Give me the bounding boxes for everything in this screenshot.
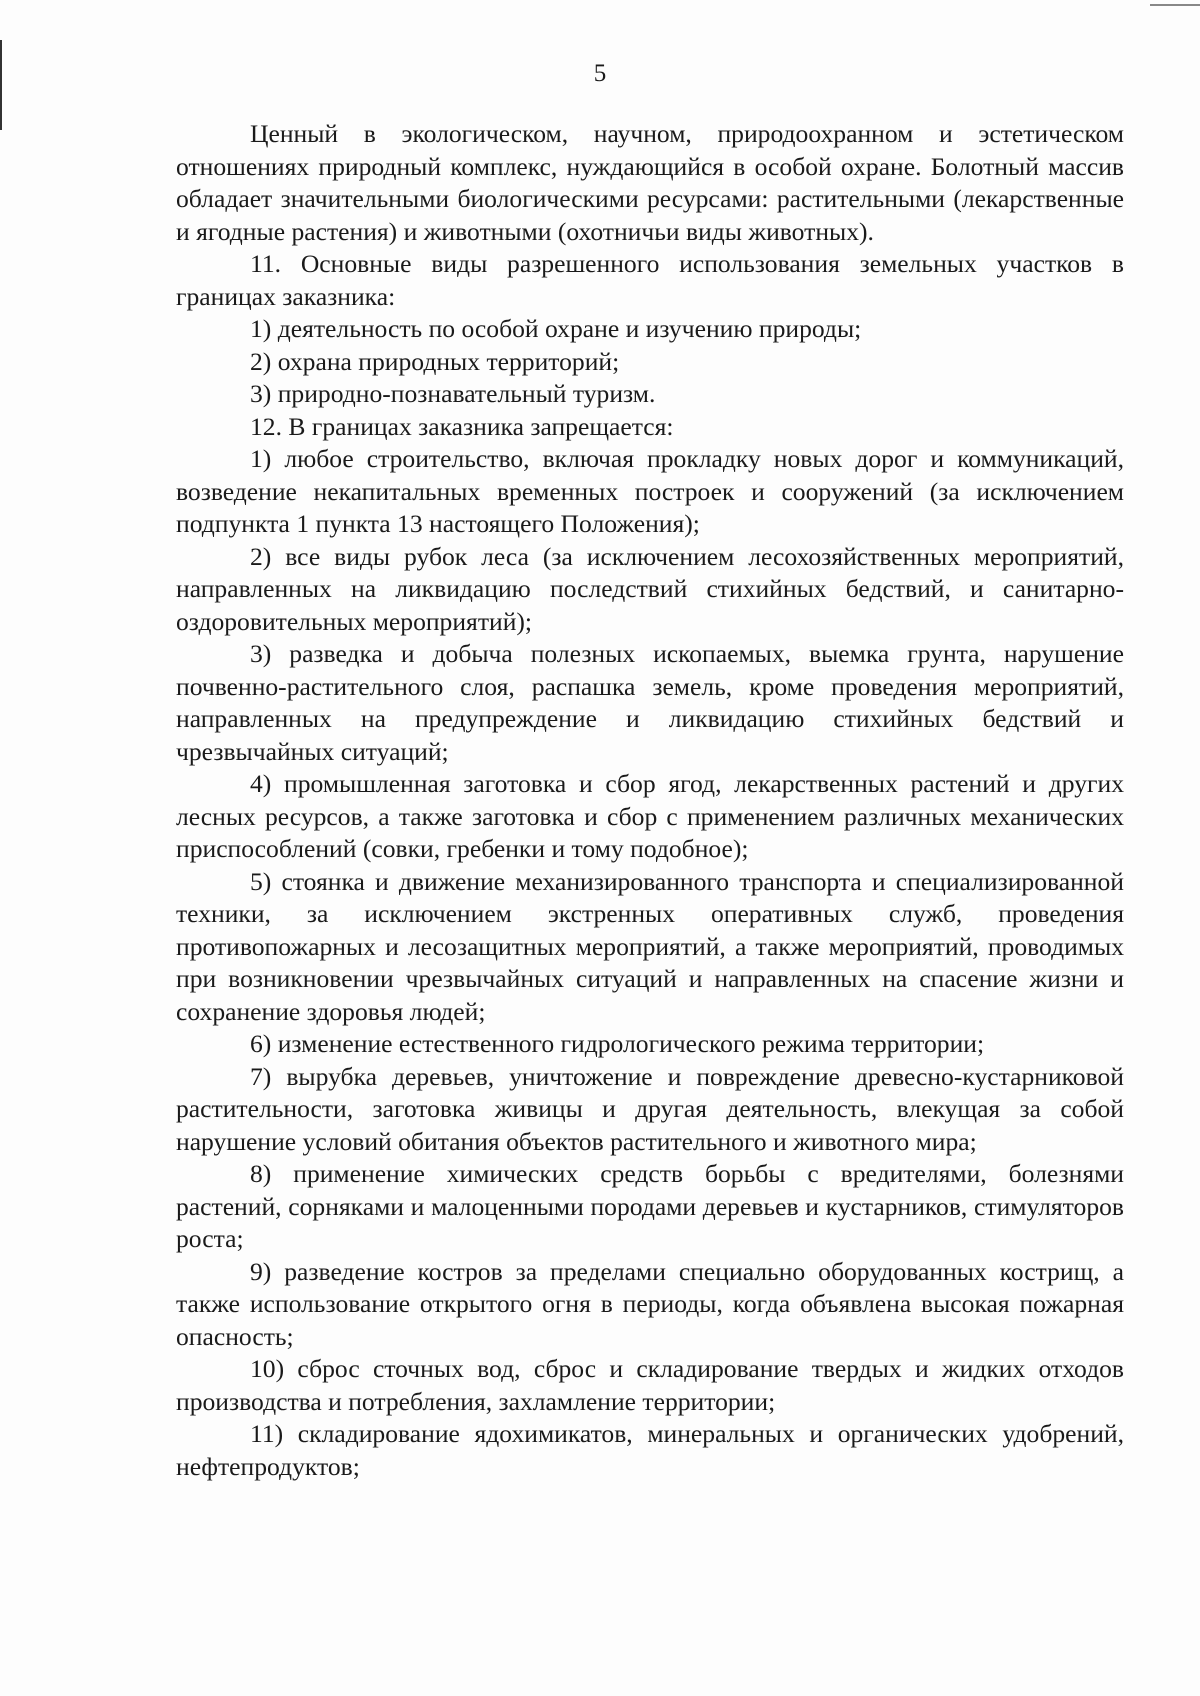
paragraph-section-12: 12. В границах заказника запрещается: (250, 411, 674, 441)
list-item-12-7: 7) вырубка деревьев, уничтожение и повреждение древесно-кустарниковой растительности, заготовка живицы и другая деятельность, влекущая за собой нарушение условий обитания объектов растительного и животного мира; (176, 1061, 1124, 1156)
paragraph-intro: Ценный в экологическом, научном, природоохранном и эстетическом отношениях природный комплекс, нуждающийся в особой охране. Болотный массив обладает значительными биологическими ресурсами: растительными (лекарственные и ягодные растения) и животными (охотничьи виды животных). (176, 119, 1124, 246)
list-item-11-1: 1) деятельность по особой охране и изучению природы; (250, 314, 862, 343)
scan-edge-mark-top-right (1150, 4, 1200, 6)
list-item-12-6: 6) изменение естественного гидрологического режима территории; (250, 1029, 985, 1058)
paragraph-section-11: 11. Основные виды разрешенного использования земельных участков в границах заказника: (176, 249, 1124, 311)
list-item-12-8: 8) применение химических средств борьбы с вредителями, болезнями растений, сорняками и малоценными породами деревьев и кустарников, стимуляторов роста; (176, 1159, 1124, 1253)
list-item-12-5: 5) стоянка и движение механизированного транспорта и специализированной техники, за исключением экстренных оперативных служб, проведения противопожарных и лесозащитных мероприятий, а также мероприятий, проводимых при возникновении чрезвычайных ситуаций и направленных на спасение жизни и сохранение здоровья людей; (176, 866, 1124, 1026)
list-item-12-10: 10) сброс сточных вод, сброс и складирование твердых и жидких отходов производства и потребления, захламление территории; (176, 1354, 1124, 1416)
list-item-11-2: 2) охрана природных территорий; (250, 346, 620, 376)
list-item-12-3: 3) разведка и добыча полезных ископаемых, выемка грунта, нарушение почвенно-растительного слоя, распашка земель, кроме проведения мероприятий, направленных на предупреждение и ликвидацию стихийных бедствий и чрезвычайных ситуаций; (176, 639, 1124, 766)
list-item-12-2: 2) все виды рубок леса (за исключением лесохозяйственных мероприятий, направленных на ликвидацию последствий стихийных бедствий, и санитарно-оздоровительных мероприятий); (176, 541, 1124, 636)
page-number: 5 (593, 60, 607, 87)
list-item-12-1: 1) любое строительство, включая прокладку новых дорог и коммуникаций, возведение некапитальных временных построек и сооружений (за исключением подпункта 1 пункта 13 настоящего Положения); (176, 444, 1124, 538)
list-item-11-3: 3) природно-познавательный туризм. (250, 379, 656, 408)
list-item-12-4: 4) промышленная заготовка и сбор ягод, лекарственных растений и других лесных ресурсов, а также заготовка и сбор с применением различных механических приспособлений (совки, гребенки и тому подобное); (176, 769, 1124, 863)
document-body (176, 118, 1124, 1483)
list-item-12-9: 9) разведение костров за пределами специально оборудованных кострищ, а также использование открытого огня в периоды, когда объявлена высокая пожарная опасность; (176, 1256, 1124, 1351)
list-item-12-11: 11) складирование ядохимикатов, минеральных и органических удобрений, нефтепродуктов; (176, 1419, 1124, 1481)
